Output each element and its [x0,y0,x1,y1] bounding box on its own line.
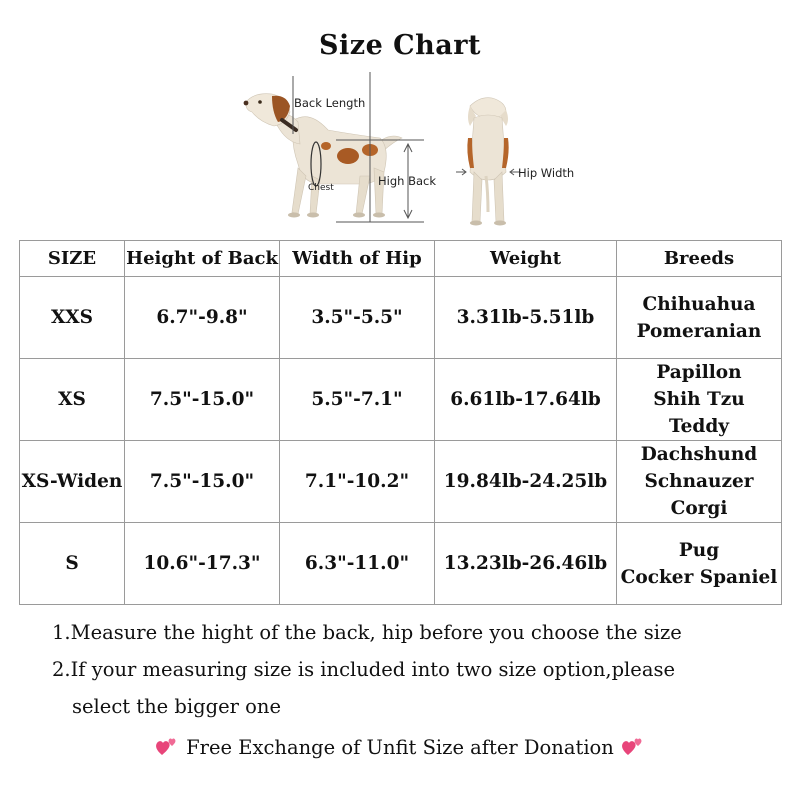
breed-name: Cocker Spaniel [620,566,778,588]
size-cell: XS-Widen [20,441,125,523]
side-view-dog-icon [244,94,402,218]
weight-cell: 3.31lb-5.51lb [435,277,617,359]
table-row [20,523,782,605]
hip-cell: 6.3"-11.0" [280,523,435,605]
breed-name: Schnauzer [644,471,754,492]
two-hearts-icon [620,735,646,757]
weight-cell: 6.61lb-17.64lb [435,359,617,441]
weight-cell: 19.84lb-24.25lb [435,441,617,523]
breeds-cell [617,441,782,523]
column-header-width-of-hip: Width of Hip [280,241,435,277]
height-cell: 6.7"-9.8" [125,277,280,359]
table-row [20,441,782,523]
breed-name: Pomeranian [636,320,762,342]
table-row [20,277,782,359]
rear-view-dog-icon [467,98,508,226]
hip-cell: 7.1"-10.2" [280,441,435,523]
table-header-row [20,241,782,277]
breed-name: Chihuahua [642,293,756,315]
breeds-cell [617,523,782,605]
note-2-line-1: 2.If your measuring size is included into two size option,please [52,658,676,681]
breed-name: Teddy [668,416,730,437]
size-cell: XS [20,359,125,441]
hip-cell: 3.5"-5.5" [280,277,435,359]
high-back-label: High Back [378,174,437,188]
breeds-cell [617,277,782,359]
footer-banner [0,735,800,759]
column-header-weight: Weight [435,241,617,277]
dog-measurement-diagram [230,72,610,234]
two-hearts-icon [154,735,180,757]
footer-text: Free Exchange of Unfit Size after Donation [186,736,614,759]
page-title: Size Chart [319,30,481,61]
hip-width-label: Hip Width [518,166,575,180]
weight-cell: 13.23lb-26.46lb [435,523,617,605]
size-cell: XXS [20,277,125,359]
note-1: 1.Measure the hight of the back, hip before you choose the size [52,621,682,644]
breeds-cell [617,359,782,441]
height-cell: 7.5"-15.0" [125,359,280,441]
back-length-label: Back Length [294,96,366,110]
height-cell: 10.6"-17.3" [125,523,280,605]
breed-name: Corgi [670,498,728,519]
size-cell: S [20,523,125,605]
breed-name: Papillon [656,362,742,383]
size-table [19,240,782,605]
breed-name: Dachshund [640,444,758,465]
measurement-illustration [230,72,610,234]
column-header-height-of-back: Height of Back [125,241,280,277]
table-row [20,359,782,441]
chest-label: Chest [308,183,334,193]
note-2-line-2: select the bigger one [72,695,281,718]
breed-name: Shih Tzu [653,389,745,410]
breed-name: Pug [678,539,720,561]
height-cell: 7.5"-15.0" [125,441,280,523]
hip-cell: 5.5"-7.1" [280,359,435,441]
measurement-notes [52,614,772,725]
column-header-breeds: Breeds [617,241,782,277]
column-header-size: SIZE [20,241,125,277]
